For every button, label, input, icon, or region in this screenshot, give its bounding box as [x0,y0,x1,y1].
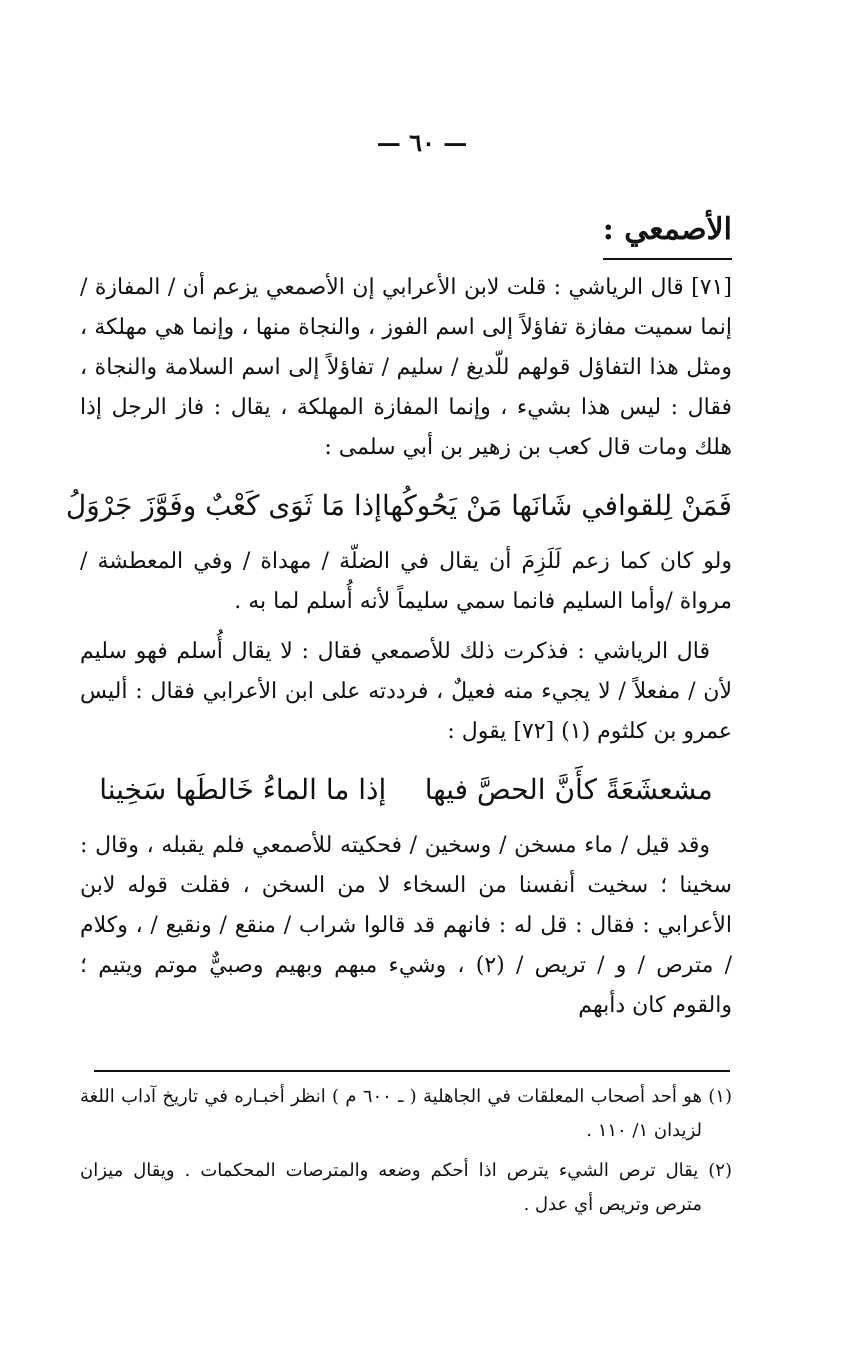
section-heading: الأصمعي : [603,208,732,260]
paragraph-3: قال الرياشي : فذكرت ذلك للأصمعي فقال : لا يقال أُسلم فهو سليم لأن / مفعلاً / لا يجيء منه فعيلٌ ، فرددته على ابن الأعرابي فقال : أليس عمرو بن كلثوم (١) [٧٢] يقول : [80,639,732,744]
verse-1-second-hemistich: إذا مَا ثَوَى كَعْبٌ وفَوَّزَ جَرْوَلُ [65,489,382,522]
verse-2 [80,766,732,814]
footnote-2: (٢) يقال ترص الشيء يترص اذا أحكم وضعه والمترصات المحكمات . ويقال ميزان مترص وتريص أي عدل . [80,1160,732,1215]
verse-2-second-hemistich: إذا ما الماءُ خَالطَها سَخِينا [99,773,387,806]
main-text [65,208,732,1026]
paragraph-2: ولو كان كما زعم لَلَزِمَ أن يقال في الضلّة / مهداة / وفي المعطشة / مرواة /وأما السليم فانما سمي سليماً لأنه أُسلم لما به . [80,549,732,614]
verse-1-first-hemistich: فَمَنْ لِلقوافي شَانَها مَنْ يَحُوكُها [381,489,732,522]
verse-2-first-hemistich: مشعشَعَةً كأَنَّ الحصَّ فيها [424,773,713,806]
paragraph-1: [٧١] قال الرياشي : قلت لابن الأعرابي إن الأصمعي يزعم أن / المفازة / إنما سميت مفازة تفاؤلاً إلى اسم الفوز ، والنجاة منها ، وإنما هي مهلكة ، ومثل هذا التفاؤل قولهم للّديغ / سليم / تفاؤلاً إلى اسم السلامة والنجاة ، فقال : ليس هذا بشيء ، وإنما المفازة المهلكة ، يقال : فاز الرجل إذا هلك ومات قال كعب بن زهير بن أبي سلمى : [80,275,732,460]
footnote-1: (١) هو أحد أصحاب المعلقات في الجاهلية ( ـ ٦٠٠ م ) انظر أخبـاره في تاريخ آداب اللغة لزيدان ١/ ١١٠ . [80,1086,732,1141]
verse-1 [65,482,732,530]
page-number: — ٦٠ — [376,128,468,157]
paragraph-4: وقد قيل / ماء مسخن / وسخين / فحكيته للأصمعي فلم يقبله ، وقال : سخينا ؛ سخيت أنفسنا من السخاء لا من السخن ، فقلت قوله لابن الأعرابي : فقال : قل له : فانهم قد قالوا شراب / منقع / ونقيع / ، وكلام / مترص / و / تريص / (٢) ، وشيء مبهم وبهيم وصبيٌّ موتم ويتيم ؛ والقوم كان دأبهم [80,833,732,1018]
footnotes [80,1080,732,1228]
footnote-divider [94,1070,730,1072]
